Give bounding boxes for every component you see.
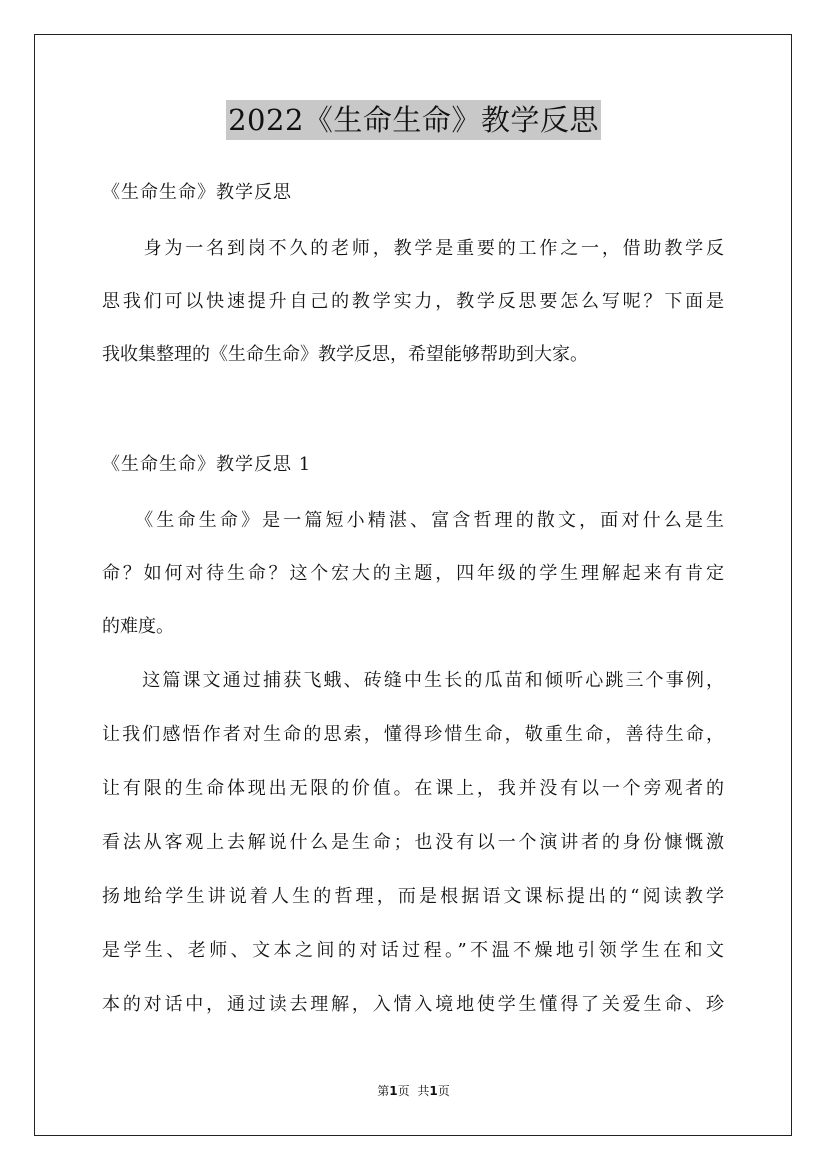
paragraph2-line-6: 是学生、老师、文本之间的对话过程。”不温不燥地引领学生在和文 <box>102 940 724 961</box>
footer-page-prefix: 第 <box>377 1084 390 1098</box>
intro-line-3: 我收集整理的《生命生命》教学反思，希望能够帮助到大家。 <box>102 344 588 365</box>
paragraph1-line-3: 的难度。 <box>102 616 174 637</box>
footer-total-prefix: 共 <box>417 1084 430 1098</box>
title-container <box>0 100 827 140</box>
footer-page-number: 1 <box>389 1084 398 1098</box>
footer-total-suffix: 页 <box>437 1084 450 1098</box>
page-footer <box>0 1082 827 1099</box>
footer-page-suffix: 页 <box>397 1084 410 1098</box>
paragraph2-line-7: 本的对话中，通过读去理解，入情入境地使学生懂得了关爱生命、珍 <box>102 994 724 1015</box>
section-heading: 《生命生命》教学反思 <box>102 182 292 203</box>
intro-line-1: 身为一名到岗不久的老师，教学是重要的工作之一，借助教学反 <box>102 238 724 259</box>
paragraph2-line-4: 看法从客观上去解说什么是生命；也没有以一个演讲者的身份慷慨激 <box>102 832 724 853</box>
paragraph2-line-1: 这篇课文通过捕获飞蛾、砖缝中生长的瓜苗和倾听心跳三个事例， <box>102 670 724 691</box>
paragraph2-line-3: 让有限的生命体现出无限的价值。在课上，我并没有以一个旁观者的 <box>102 778 724 799</box>
article-heading: 《生命生命》教学反思 1 <box>102 454 312 475</box>
paragraph1-line-2: 命？如何对待生命？这个宏大的主题，四年级的学生理解起来有肯定 <box>102 563 724 584</box>
paragraph2-line-5: 扬地给学生讲说着人生的哲理，而是根据语文课标提出的“阅读教学 <box>102 886 724 907</box>
document-title: 2022《生命生命》教学反思 <box>226 100 601 140</box>
footer-total-pages: 1 <box>429 1084 438 1098</box>
intro-line-2: 思我们可以快速提升自己的教学实力，教学反思要怎么写呢？下面是 <box>102 291 724 312</box>
paragraph1-line-1: 《生命生命》是一篇短小精湛、富含哲理的散文，面对什么是生 <box>102 510 724 531</box>
paragraph2-line-2: 让我们感悟作者对生命的思索，懂得珍惜生命，敬重生命，善待生命， <box>102 724 724 745</box>
